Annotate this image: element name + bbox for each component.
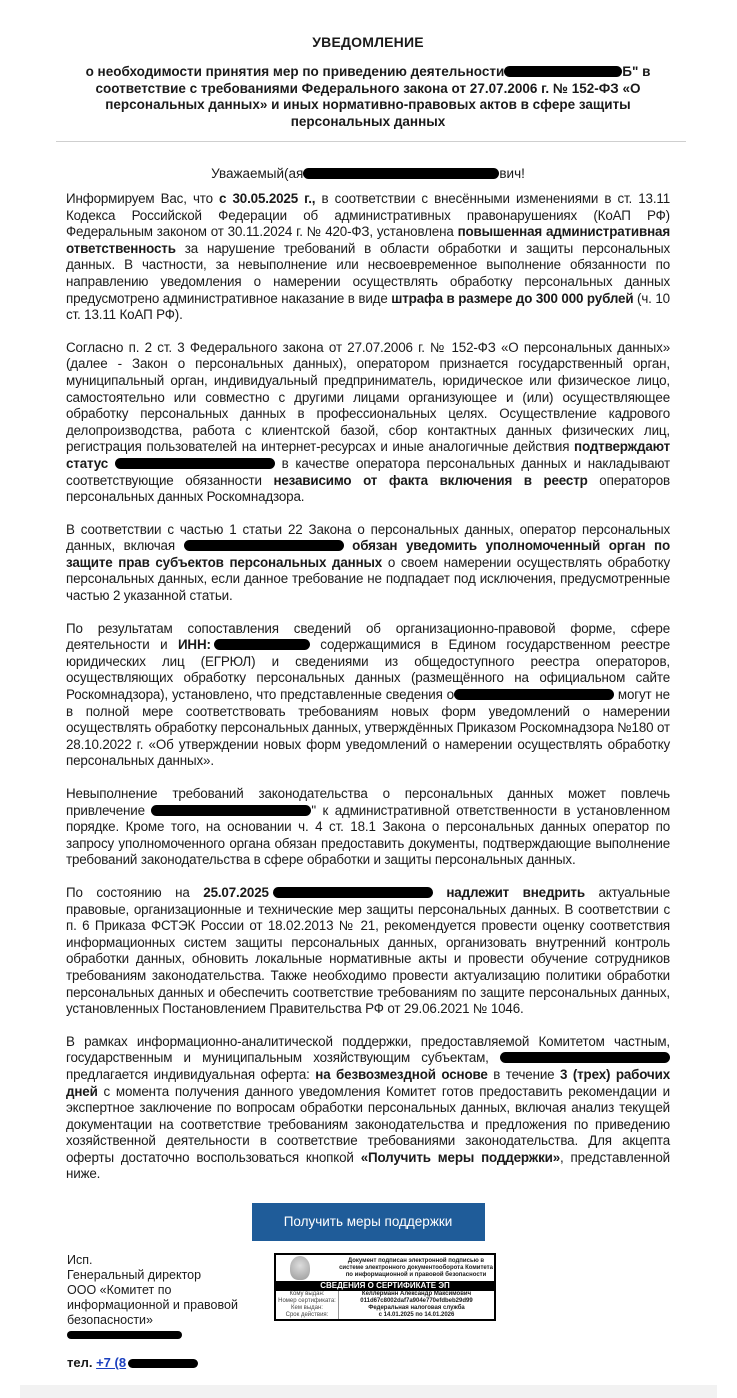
redacted-phone — [128, 1359, 198, 1368]
redacted-company — [504, 66, 622, 77]
redacted-name — [303, 168, 499, 179]
cert-key: Кому выдан: — [276, 1291, 339, 1298]
greeting — [66, 166, 670, 181]
redacted-company — [115, 458, 275, 469]
cert-key: Срок действия: — [276, 1312, 339, 1319]
text: В рамках информационно-аналитической поддержки, предоставляемой Комитетом частным, государственным и муниципальным хозяйствующим субъектам, — [66, 1033, 670, 1066]
cert-value: Федеральная налоговая служба — [368, 1305, 465, 1312]
page-title: УВЕДОМЛЕНИЕ — [312, 34, 424, 50]
text-bold: штрафа в размере до 300 000 рублей — [391, 290, 634, 306]
paragraph-obligation — [66, 522, 670, 605]
redacted-company — [500, 1052, 670, 1063]
signature-line: Генеральный директор — [67, 1268, 202, 1283]
text: Невыполнение требований законодательства о персональных данных может повлечь привлечение — [66, 786, 670, 818]
text: В соответствии с частью 1 статьи 22 Закона о персональных данных, оператор персональных данных, включая — [66, 521, 670, 554]
text-bold: ИНН: — [177, 637, 211, 653]
text: предлагается индивидуальная оферта: — [66, 1066, 316, 1082]
text: операторов персональных данных Роскомнадзора. — [66, 472, 670, 505]
text-bold: 3 (трех) рабочих дней — [66, 1066, 671, 1099]
text-bold: подтверждают статус — [66, 439, 670, 471]
text: Согласно п. 2 ст. 3 Федерального закона от 27.07.2006 г. № 152-ФЗ «О персональных данных» (далее - Закон о персональных данных), оператором признается государственный орган, муниципальный орган, индивидуальный предприниматель, юридическое или физическое лицо, самостоятельно или совместно с другими лицами организующее и (или) осуществляющее обработку персональных данных в профессиональных целях. Осуществление кадрового делопроизводства, работа с клиентской базой, сбор контактных данных физических лиц, регистрация пользователей на интернет-ресурсах и иные аналогичные действия — [66, 339, 670, 455]
cert-value: Келлерманн Александр Максимович — [361, 1291, 472, 1298]
phone-link[interactable]: +7 (8 — [96, 1355, 127, 1371]
cert-row — [276, 1305, 494, 1312]
cert-key: Кем выдан: — [276, 1305, 339, 1312]
phone — [67, 1355, 247, 1371]
text-bold: надлежит внедрить — [432, 884, 585, 900]
text: По результатам сопоставления сведений об организационно-правовой форме, сфере деятельности и — [66, 620, 670, 653]
e-signature-stamp — [274, 1253, 496, 1321]
redacted-company — [454, 689, 614, 700]
divider — [56, 141, 686, 142]
text-bold: на безвозмездной основе — [315, 1066, 488, 1082]
paragraph-operator — [66, 340, 670, 506]
redacted-company — [151, 805, 311, 816]
text: в качестве оператора персональных данных и накладывают соответствующие обязанности — [66, 455, 670, 488]
text-bold: 25.07.2025 — [203, 884, 269, 900]
get-support-button[interactable]: Получить меры поддержки — [252, 1203, 485, 1241]
notice-document — [66, 0, 670, 1371]
text: о своем намерении осуществлять обработку персональных данных, если данное требование не подпадает под исключения, предусмотренные частью 2 указанной статьи. — [66, 554, 670, 604]
redacted-company — [184, 540, 344, 551]
text: с момента получения данного уведомления Комитет готов предоставить рекомендации и экспертное заключение по вопросам обработки персональных данных, включая анализ текущей документации на соответствие требованиям законодательства и предложения по приведению хозяйственной деятельности в соответствие требованиями законодательства. Для акцепта оферты достаточно воспользоваться кнопкой — [66, 1083, 670, 1165]
text: актуальные правовые, организационные и технические мер защиты персональных данных. В соответствии с п. 6 Приказа ФСТЭК России от 18.02.2013 № 21, рекомендуется провести оценку соответствия информационных систем защиты персональных данных, организовать внутренний контроль обработки данных, обновить локальные нормативные акты и провести обучение сотрудников требованиям законодательства. Также необходимо провести актуализацию политики обработки персональных данных и обеспечить соответствие требованиям по защите персональных данных, установленных Постановлением Правительства РФ от 29.06.2021 № 1046. — [66, 884, 670, 1017]
subtitle-text: о необходимости принятия мер по приведению деятельности — [85, 64, 505, 79]
text-bold: независимо от факта включения в реестр — [273, 472, 588, 488]
phone-label: тел. — [67, 1355, 93, 1371]
text-bold: с 30.05.2025 г., — [219, 191, 316, 206]
email-footer-bar — [20, 1385, 717, 1398]
greeting-text: Уважаемый(ая — [211, 166, 304, 181]
cert-row — [276, 1298, 494, 1305]
cta-row — [66, 1203, 670, 1241]
cert-value: 011d67c8002daf7a904e770efdbeb29d99 — [360, 1298, 473, 1305]
text-bold: обязан уведомить уполномоченный орган по защите прав субъектов персональных данных — [66, 538, 670, 570]
redacted-inn — [214, 639, 310, 650]
text: в соответствии с внесёнными изменениями в ст. 13.11 Кодекса Российской Федерации об административных правонарушениях (КоАП РФ) Федеральным законом от 30.11.2024 г. № 420-ФЗ, установлена — [66, 191, 670, 240]
notice-subtitle — [66, 64, 670, 130]
cert-value: с 14.01.2025 по 14.01.2026 — [378, 1312, 455, 1319]
text: , представленной ниже. — [66, 1149, 670, 1182]
paragraph-offer — [66, 1034, 670, 1183]
notice-body — [66, 191, 670, 1183]
text: за нарушение требований в области обработки и защиты персональных данных. В частности, за невыполнение или несвоевременное выполнение обязанности по направлению уведомления о намерении осуществлять обработку персональных данных предусмотрено административное наказание в виде — [66, 240, 670, 306]
stamp-heading: СВЕДЕНИЯ О СЕРТИФИКАТЕ ЭП — [276, 1281, 494, 1291]
cert-key: Номер сертификата: — [276, 1298, 339, 1305]
redacted-signer — [67, 1331, 182, 1339]
redacted-company — [273, 887, 433, 898]
stamp-note: Документ подписан электронной подписью в системе электронного документооборота Комитета по информационной и правовой безопасности — [339, 1257, 493, 1278]
cert-row — [276, 1312, 494, 1319]
text-bold: повышенная административная ответственность — [66, 224, 670, 256]
text: По состоянию на — [66, 884, 204, 900]
text: в течение — [487, 1066, 560, 1082]
signature-line: Исп. — [67, 1253, 93, 1268]
cert-row — [276, 1291, 494, 1298]
text: содержащимися в Едином государственном реестре юридических лиц (ЕГРЮЛ) и сведениями из общедоступного реестра операторов, осуществляющих обработку персональных данных (размещённого на официальном сайте Роскомнадзора), установлено, что представленные сведения о — [66, 637, 670, 703]
paragraph-penalty — [66, 191, 670, 324]
subtitle-text: Б" в соответствие с требованиями Федерального закона от 27.07.2006 г. № 152-ФЗ «О персональных данных» и иных нормативно-правовых актов в сфере защиты персональных данных — [95, 64, 651, 129]
greeting-text: вич! — [499, 166, 525, 181]
footer — [67, 1253, 670, 1371]
text: (ч. 10 ст. 13.11 КоАП РФ). — [66, 290, 670, 323]
text-bold: «Получить меры поддержки» — [360, 1149, 560, 1165]
text: могут не в полной мере соответствовать требованиям новых форм уведомлений о намерении осуществлять обработку персональных данных, утверждённых Приказом Роскомнадзора №180 от 28.10.2022 г. «Об утверждении новых форм уведомлений о намерении осуществлять обработку персональных данных». — [66, 687, 671, 769]
paragraph-liability — [66, 786, 670, 869]
paragraph-comparison — [66, 621, 670, 770]
text: Информируем Вас, что — [66, 191, 220, 206]
signature-block — [67, 1253, 247, 1371]
text: " к административной ответственности в установленном порядке. Кроме того, на основании ч. 4 ст. 18.1 Закона о персональных данных оператор по запросу уполномоченного органа обязан предоставить документы, подтверждающие выполнение требований законодательства в сфере обработки и защиты персональных данных. — [66, 802, 671, 868]
paragraph-deadline — [66, 885, 670, 1018]
signature-line: ООО «Комитет по информационной и правовой безопасности» — [67, 1283, 238, 1328]
emblem-icon — [290, 1256, 310, 1280]
